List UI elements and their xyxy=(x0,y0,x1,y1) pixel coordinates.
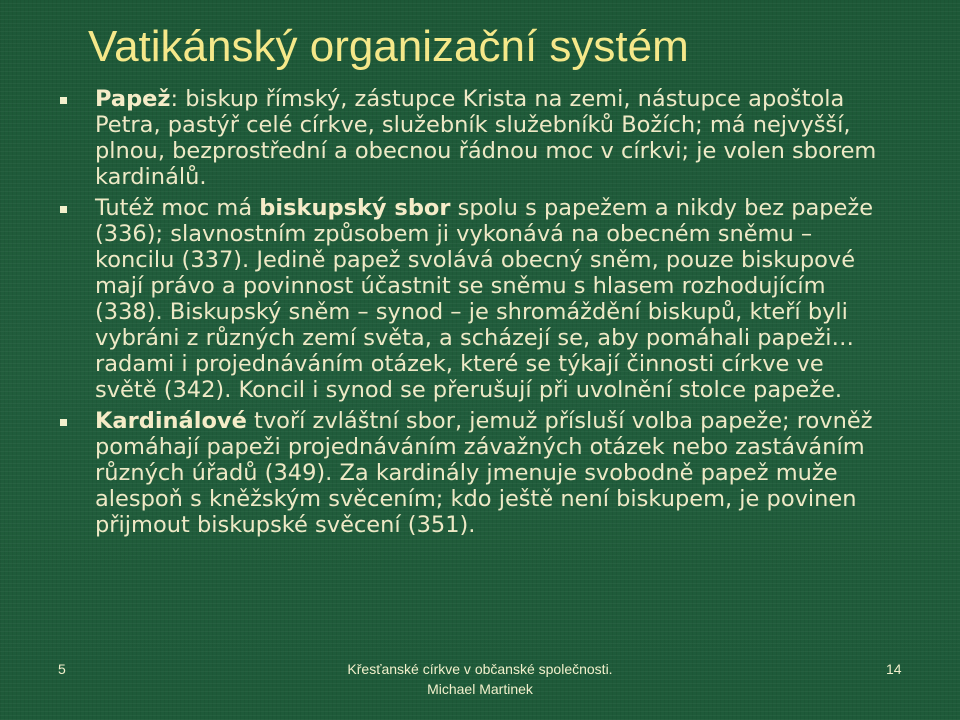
bullet-item-papez xyxy=(60,86,880,190)
bullet-text: spolu s papežem a nikdy bez papeže (336); slavnostním způsobem ji vykonává na obecném sněmu – koncilu (337). Jedině papež svolává obecný sněm, pouze biskupové mají právo a povinnost účastnit se sněmu s hlasem rozhodujícím (338). Biskupský sněm – synod – je shromáždění biskupů, kteří byli vybráni z různých zemí světa, a scházejí se, aby pomáhali papeži…radami i projednáváním otázek, které se týkají činnosti církve ve světě (342). Koncil i synod se přerušují při uvolnění stolce papeže. xyxy=(95,195,874,403)
bullet-text: : biskup římský, zástupce Krista na zemi, nástupce apoštola Petra, pastýř celé církve, služebník služebníků Božích; má nejvyšší, plnou, bezprostřední a obecnou řádnou moc v církvi; je volen sborem kardinálů. xyxy=(95,86,877,190)
footer-page-number: 14 xyxy=(886,661,902,677)
square-bullet-icon xyxy=(60,97,67,104)
bullet-item-biskupsky-sbor xyxy=(60,195,880,403)
bullet-text: tvoří zvláštní sbor, jemuž přísluší volba papeže; rovněž pomáhají papeži projednáváním závažných otázek nebo zastáváním různých úřadů (349). Za kardinály jmenuje svobodně papež muže alespoň s kněžským svěcením; kdo ještě není biskupem, je povinen přijmout biskupské svěcení (351). xyxy=(95,408,873,538)
bullet-list xyxy=(60,86,880,543)
square-bullet-icon xyxy=(60,206,67,213)
bullet-bold-term: Papež xyxy=(95,86,171,112)
bullet-text: Tutéž moc má xyxy=(95,195,260,221)
footer-author: Michael Martinek xyxy=(427,681,533,697)
bullet-bold-term: biskupský sbor xyxy=(259,195,451,221)
slide-title: Vatikánský organizační systém xyxy=(88,22,689,71)
square-bullet-icon xyxy=(60,419,67,426)
footer-course-title: Křesťanské církve v občanské společnosti. xyxy=(347,661,613,677)
footer-caption xyxy=(330,659,630,699)
footer-slide-number: 5 xyxy=(58,661,66,677)
bullet-bold-term: Kardinálové xyxy=(95,408,247,434)
bullet-item-kardinalove xyxy=(60,408,880,538)
